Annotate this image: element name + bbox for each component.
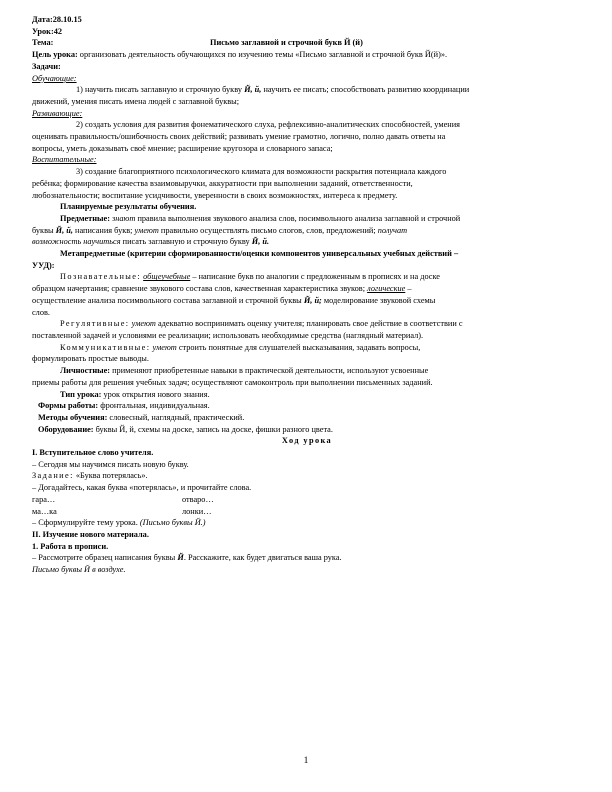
page-number: 1 <box>303 756 309 766</box>
topic-label: Тема: <box>32 38 54 48</box>
cognitive-text-3a: осуществление анализа посимвольного состава заглавной и строчной буквы <box>32 295 304 305</box>
letters-y-4: Й, й; <box>303 295 322 305</box>
developing-line-3: вопросы, уметь доказывать своё мнение; расширение кругозора и словарного запаса; <box>32 143 333 153</box>
developing-line-2: оценивать правильность/ошибочность своих действий; развивать умение грамотно, логично, полно давать ответы на <box>32 132 446 142</box>
educational-line-2: движений, умения писать имена людей с заглавной буквы; <box>32 96 240 106</box>
subject-get: получат <box>377 225 408 235</box>
educational-text-1b: научить ее писать; способствовать развитию координации <box>261 85 470 95</box>
date-line: Дата:28.10.15 <box>32 15 82 24</box>
meta-line-1 <box>32 248 582 260</box>
communicative-label: Коммуникативные: <box>60 342 151 352</box>
regulatory-line-1 <box>32 318 582 330</box>
equipment-value: буквы Й, й, схемы на доске, запись на доске, фишки разного цвета. <box>93 424 333 434</box>
formulate-answer: (Письмо буквы Й.) <box>139 518 206 528</box>
section-2-text-b: . Расскажите, как будет двигаться ваша рука. <box>183 553 342 563</box>
topic-title: Письмо заглавной и строчной букв Й (й) <box>210 38 363 48</box>
goal-text: организовать деятельность обучающихся по изучению темы «Письмо заглавной и строчной букв Й(й)». <box>77 50 448 60</box>
subject-line-2 <box>32 225 582 237</box>
cognitive-line-1 <box>32 271 582 283</box>
methods-line <box>32 412 582 424</box>
meta-text: (критерии сформированности/оценки компонентов универсальных учебных действий – <box>125 249 459 259</box>
cognitive-line-2 <box>32 283 582 295</box>
cognitive-general: общеучебные <box>143 272 191 282</box>
goal-label: Цель урока: <box>32 50 78 60</box>
cognitive-line-3 <box>32 295 582 307</box>
developing-line-1: 2) создать условия для развития фонематического слуха, рефлексивно-аналитических способностей, умения <box>76 120 460 130</box>
cognitive-label: Познавательные: <box>60 272 142 282</box>
word-item: лонки… <box>182 506 212 516</box>
letter-y-capital: Й <box>177 553 184 563</box>
communicative-can: умеют <box>152 342 177 352</box>
goal-line <box>32 49 582 61</box>
subject-text-2a: буквы <box>32 225 56 235</box>
words-row-2 <box>32 506 582 518</box>
lesson-course-title: Ход урока <box>281 436 333 446</box>
communicative-line-2: формулировать простые выводы. <box>32 354 149 364</box>
word-item: гара… <box>32 494 56 504</box>
subject-label: Предметные: <box>60 213 110 223</box>
task-value: «Буква потерялась». <box>73 471 148 481</box>
air-writing-line: Письмо буквы Й в воздухе. <box>32 565 126 575</box>
section-2-text-a: – Рассмотрите образец написания буквы <box>32 553 178 563</box>
equipment-line <box>32 424 582 436</box>
section-1-heading: I. Вступительное слово учителя. <box>32 448 154 458</box>
subject-line-3 <box>32 236 582 248</box>
upbringing-line-1: 3) создание благоприятного психологического климата для возможности раскрытия потенциала каждого <box>76 167 447 177</box>
cognitive-line-4: слов. <box>32 307 50 317</box>
cognitive-text-2b: – <box>405 284 412 294</box>
regulatory-can: умеют <box>131 319 156 329</box>
regulatory-text-1: адекватно воспринимать оценку учителя; планировать свое действие в соответствии с <box>155 319 463 329</box>
regulatory-line-2: поставленной задачей и условиями ее реализации; использовать необходимые средства (наглядный материал). <box>32 330 424 340</box>
task-line <box>32 470 582 482</box>
subject-can: умеют <box>134 225 159 235</box>
cognitive-text-3b: моделирование звуковой схемы <box>321 295 436 305</box>
subject-text-1: правила выполнения звукового анализа слов, посимвольного анализа заглавной и строчной <box>135 213 461 223</box>
word-item: отваро… <box>182 494 214 504</box>
educational-label: Обучающие: <box>32 73 77 83</box>
letters-y: Й, й, <box>244 85 262 95</box>
document-page <box>32 14 582 576</box>
section-2-heading: II. Изучение нового материала. <box>32 529 149 539</box>
personal-text-1: применяют приобретенные навыки в практической деятельности, используют усвоенные <box>110 366 429 376</box>
lesson-number-line: Урок:42 <box>32 26 63 36</box>
communicative-text-1: строить понятные для слушателей высказывания, задавать вопросы, <box>176 342 421 352</box>
cognitive-logic: логические <box>367 284 406 294</box>
word-item: ма…ка <box>32 506 57 516</box>
section-1-text: – Сегодня мы научимся писать новую букву. <box>32 459 189 469</box>
formulate-text: – Сформулируйте тему урока. <box>32 518 140 528</box>
subject-opportunity: возможность научиться <box>32 237 121 247</box>
work-forms-value: фронтальная, индивидуальная. <box>98 401 210 411</box>
subject-text-2c: правильно осуществлять письмо слогов, слов, предложений; <box>158 225 378 235</box>
lesson-type-value: урок открытия нового знания. <box>101 389 210 399</box>
developing-label: Развивающие: <box>32 108 83 118</box>
equipment-label: Оборудование: <box>38 424 94 434</box>
work-forms-label: Формы работы: <box>38 401 99 411</box>
personal-line-1 <box>32 365 582 377</box>
letters-y-2: Й, й, <box>55 225 73 235</box>
task-text: – Догадайтесь, какая буква «потерялась», и прочитайте слова. <box>32 483 252 493</box>
section-2-1-heading: 1. Работа в прописи. <box>32 541 109 551</box>
personal-label: Личностные: <box>60 366 111 376</box>
planned-results-heading: Планируемые результаты обучения. <box>60 202 197 212</box>
subject-know: знают <box>112 213 136 223</box>
cognitive-text-1: – написание букв по аналогии с предложенным в прописях и на доске <box>190 272 440 282</box>
meta-line-2: УУД): <box>32 260 55 270</box>
communicative-line-1 <box>32 342 582 354</box>
letters-y-3: Й, й. <box>251 237 270 247</box>
methods-value: словесный, наглядный, практический. <box>107 412 245 422</box>
words-row-1 <box>32 494 582 506</box>
educational-line-1 <box>32 84 582 96</box>
subject-line-1 <box>32 213 582 225</box>
topic-line <box>32 37 582 49</box>
methods-label: Методы обучения: <box>38 412 108 422</box>
regulatory-label: Регулятивные: <box>60 319 130 329</box>
educational-text-1: 1) научить писать заглавную и строчную букву <box>76 85 245 95</box>
upbringing-label: Воспитательные: <box>32 155 97 165</box>
upbringing-line-3: любознательности; воспитание усидчивости, уверенности в своих возможностях, интереса к предмету. <box>32 190 398 200</box>
meta-label: Метапредметные <box>60 249 126 259</box>
cognitive-text-2a: образцом начертания; сравнение звукового состава слов, качественная характеристика звуков; <box>32 284 368 294</box>
section-2-text <box>32 552 582 564</box>
tasks-label: Задачи: <box>32 61 61 71</box>
work-forms-line <box>32 400 582 412</box>
task-label: Задание: <box>32 471 74 481</box>
upbringing-line-2: ребёнка; формирование качества взаимовыручки, аккуратности при выполнении заданий, ответственности, <box>32 178 413 188</box>
lesson-type-line <box>32 389 582 401</box>
subject-text-2b: написания букв; <box>72 225 135 235</box>
personal-line-2: приемы работы для решения учебных задач; осуществляют самоконтроль при выполнении письменных заданий. <box>32 377 433 387</box>
subject-text-3b: писать заглавную и строчную букву <box>120 237 252 247</box>
formulate-line <box>32 517 582 529</box>
lesson-type-label: Тип урока: <box>60 389 102 399</box>
